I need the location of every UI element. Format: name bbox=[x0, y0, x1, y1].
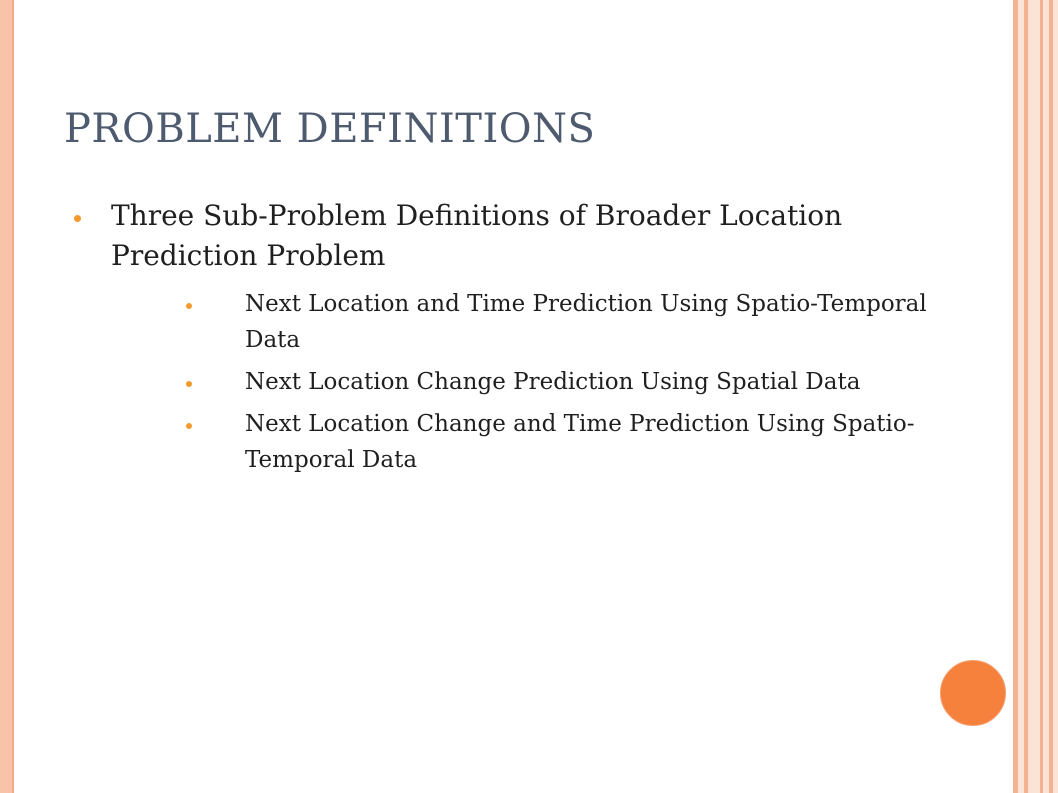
left-border-stripe bbox=[0, 0, 14, 793]
sub-bullet-item bbox=[111, 286, 966, 358]
right-border-line bbox=[1049, 0, 1053, 793]
slide-title: PROBLEM DEFINITIONS bbox=[64, 106, 596, 152]
sub-bullet-item bbox=[111, 406, 966, 478]
bullet-list bbox=[66, 196, 966, 484]
bullet-dot-icon bbox=[186, 423, 192, 429]
sub-bullet-text: Next Location Change and Time Prediction Using Spatio-Temporal Data bbox=[245, 411, 915, 473]
right-border-line bbox=[1040, 0, 1043, 793]
accent-circle bbox=[940, 660, 1006, 726]
bullet-dot-icon bbox=[74, 215, 81, 222]
bullet-text: Three Sub-Problem Definitions of Broader Location Prediction Problem bbox=[111, 199, 843, 272]
bullet-item bbox=[66, 196, 966, 478]
right-border-line bbox=[1024, 0, 1028, 793]
sub-bullet-item bbox=[111, 364, 966, 400]
sub-bullet-list bbox=[111, 286, 966, 478]
bullet-dot-icon bbox=[186, 303, 192, 309]
bullet-dot-icon bbox=[186, 381, 192, 387]
sub-bullet-text: Next Location and Time Prediction Using Spatio-Temporal Data bbox=[245, 291, 927, 353]
right-border-line bbox=[1013, 0, 1018, 793]
sub-bullet-text: Next Location Change Prediction Using Spatial Data bbox=[245, 369, 861, 395]
